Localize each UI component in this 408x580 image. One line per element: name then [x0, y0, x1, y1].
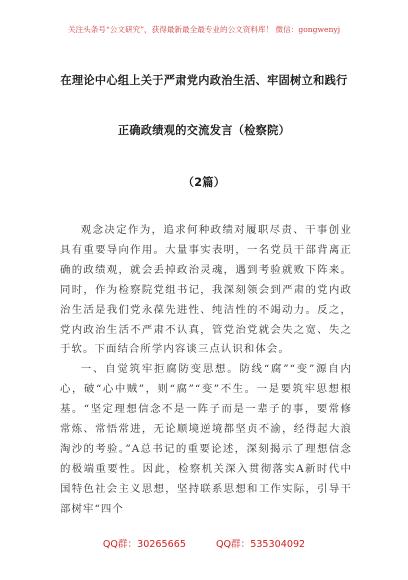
document-count: （2篇）	[182, 176, 226, 189]
document-title-line-1: 在理论中心组上关于严肃党内政治生活、牢固树立和践行	[60, 74, 348, 87]
document-title-line-2: 正确政绩观的交流发言（检察院）	[117, 124, 291, 137]
footer-qq-group-1: QQ群：30265665	[102, 539, 186, 550]
header-banner: 关注头条号“公文研究”，获得最新最全最专业的公文资料库！ 微信：gongwenyj	[67, 25, 341, 34]
document-body	[60, 221, 352, 520]
paragraph-section-1: 一、自觉筑牢拒腐防变思想。防线“腐”“变”源自内心，破“心中贼”，则“腐”“变”不生。一是要筑牢思想根基。“坚定理想信念不是一阵子而是一辈子的事，要常修常炼、常悟常进，无论顺境逆境都坚贞不渝，经得起大浪淘沙的考验。”A总书记的重要论述，深刻揭示了理想信念的极端重要性。因此，检察机关深入贯彻落实A新时代中国特色社会主义思想，坚持联系思想和工作实际，引导干部树牢“四个	[60, 363, 352, 515]
footer-contact	[0, 536, 408, 550]
footer-qq-group-2: QQ群：535304092	[215, 539, 306, 550]
paragraph-intro: 观念决定作为，追求何种政绩对履职尽责、干事创业具有重要导向作用。大量事实表明，一名党员干部背离正确的政绩观，就会丢掉政治灵魂，遇到考验就败下阵来。同时，作为检察院党组书记，我深刻领会到严肃的党内政治生活是我们党永葆先进性、纯洁性的不竭动力。反之，党内政治生活不严肃不认真，管党治党就会失之宽、失之于软。下面结合所学内容谈三点认识和体会。	[60, 224, 352, 356]
